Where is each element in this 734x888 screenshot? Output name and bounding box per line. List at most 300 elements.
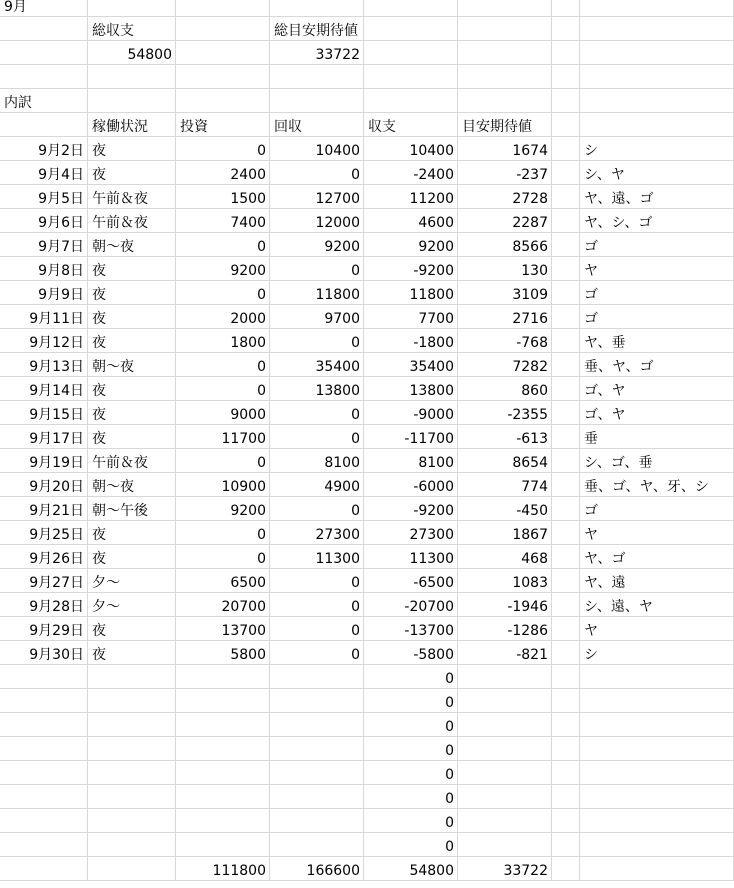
status-cell[interactable]: 夜 [88, 281, 176, 305]
empty-cell[interactable] [176, 833, 270, 857]
empty-cell[interactable] [552, 569, 580, 593]
invest-cell[interactable]: 13700 [176, 617, 270, 641]
note-cell[interactable]: シ [580, 137, 734, 161]
empty-cell[interactable] [176, 17, 270, 41]
balance-cell[interactable]: 0 [364, 665, 458, 689]
empty-cell[interactable] [552, 689, 580, 713]
collect-cell[interactable]: 13800 [270, 377, 364, 401]
invest-cell[interactable]: 0 [176, 353, 270, 377]
invest-cell[interactable]: 7400 [176, 209, 270, 233]
empty-cell[interactable] [176, 761, 270, 785]
empty-cell[interactable] [458, 737, 552, 761]
status-cell[interactable]: 夜 [88, 617, 176, 641]
summary-value-row [0, 41, 734, 65]
invest-cell[interactable]: 11700 [176, 425, 270, 449]
collect-cell[interactable]: 9200 [270, 233, 364, 257]
empty-cell[interactable] [552, 305, 580, 329]
collect-cell[interactable]: 27300 [270, 521, 364, 545]
balance-cell[interactable]: 0 [364, 809, 458, 833]
invest-cell[interactable]: 0 [176, 233, 270, 257]
empty-cell[interactable] [364, 0, 458, 17]
total-expected-label[interactable]: 総目安期待値 [270, 17, 364, 41]
expected-cell[interactable]: -1286 [458, 617, 552, 641]
total-expected-value[interactable]: 33722 [270, 41, 364, 65]
empty-cell[interactable] [270, 713, 364, 737]
note-cell[interactable]: ヤ、垂 [580, 329, 734, 353]
empty-cell[interactable] [364, 89, 458, 113]
balance-cell[interactable]: 0 [364, 785, 458, 809]
empty-cell[interactable] [364, 65, 458, 89]
date-cell[interactable]: 9月30日 [0, 641, 88, 665]
empty-cell[interactable] [552, 17, 580, 41]
empty-cell[interactable] [580, 713, 734, 737]
empty-cell[interactable] [0, 113, 88, 137]
note-cell[interactable]: ヤ、遠 [580, 569, 734, 593]
empty-cell[interactable] [552, 185, 580, 209]
status-cell[interactable]: 夜 [88, 305, 176, 329]
status-cell[interactable]: 夜 [88, 329, 176, 353]
invest-cell[interactable]: 9000 [176, 401, 270, 425]
empty-cell[interactable] [552, 89, 580, 113]
date-cell[interactable]: 9月12日 [0, 329, 88, 353]
empty-cell[interactable] [580, 689, 734, 713]
collect-cell[interactable]: 0 [270, 425, 364, 449]
empty-cell[interactable] [458, 665, 552, 689]
expected-cell[interactable]: 8654 [458, 449, 552, 473]
note-cell[interactable]: ゴ [580, 233, 734, 257]
note-cell[interactable]: ゴ、ヤ [580, 401, 734, 425]
collect-cell[interactable]: 4900 [270, 473, 364, 497]
status-cell[interactable]: 夜 [88, 161, 176, 185]
collect-cell[interactable]: 0 [270, 641, 364, 665]
invest-cell[interactable]: 0 [176, 521, 270, 545]
empty-cell[interactable] [0, 857, 88, 881]
balance-cell[interactable]: -20700 [364, 593, 458, 617]
table-row [0, 161, 734, 185]
empty-cell[interactable] [88, 785, 176, 809]
empty-cell[interactable] [176, 809, 270, 833]
empty-cell[interactable] [552, 233, 580, 257]
status-cell[interactable]: 朝～夜 [88, 233, 176, 257]
expected-cell[interactable]: 8566 [458, 233, 552, 257]
empty-cell[interactable] [270, 89, 364, 113]
invest-cell[interactable]: 1500 [176, 185, 270, 209]
collect-cell[interactable]: 12000 [270, 209, 364, 233]
invest-cell[interactable]: 10900 [176, 473, 270, 497]
empty-cell[interactable] [552, 161, 580, 185]
header-invest[interactable]: 投資 [176, 113, 270, 137]
date-cell[interactable]: 9月13日 [0, 353, 88, 377]
empty-cell[interactable] [580, 0, 734, 17]
empty-cell[interactable] [270, 65, 364, 89]
breakdown-label[interactable]: 内訳 [0, 89, 88, 113]
empty-cell[interactable] [0, 665, 88, 689]
empty-cell[interactable] [88, 689, 176, 713]
empty-cell[interactable] [176, 89, 270, 113]
empty-cell[interactable] [270, 833, 364, 857]
balance-cell[interactable]: 0 [364, 713, 458, 737]
empty-cell[interactable] [552, 0, 580, 17]
empty-cell[interactable] [458, 833, 552, 857]
expected-cell[interactable]: 860 [458, 377, 552, 401]
date-cell[interactable]: 9月28日 [0, 593, 88, 617]
expected-cell[interactable]: 774 [458, 473, 552, 497]
invest-cell[interactable]: 5800 [176, 641, 270, 665]
collect-cell[interactable]: 8100 [270, 449, 364, 473]
note-cell[interactable]: ゴ、ヤ [580, 377, 734, 401]
status-cell[interactable]: 夜 [88, 257, 176, 281]
expected-cell[interactable]: 1083 [458, 569, 552, 593]
empty-cell[interactable] [458, 41, 552, 65]
total-collect[interactable]: 166600 [270, 857, 364, 881]
empty-cell[interactable] [176, 785, 270, 809]
empty-cell[interactable] [580, 113, 734, 137]
balance-cell[interactable]: -2400 [364, 161, 458, 185]
date-cell[interactable]: 9月5日 [0, 185, 88, 209]
status-cell[interactable]: 朝～夜 [88, 353, 176, 377]
empty-cell[interactable] [270, 809, 364, 833]
status-cell[interactable]: 夕～ [88, 569, 176, 593]
empty-cell[interactable] [552, 41, 580, 65]
expected-cell[interactable]: -821 [458, 641, 552, 665]
invest-cell[interactable]: 0 [176, 377, 270, 401]
empty-cell[interactable] [176, 665, 270, 689]
expected-cell[interactable]: 3109 [458, 281, 552, 305]
collect-cell[interactable]: 35400 [270, 353, 364, 377]
empty-cell[interactable] [552, 545, 580, 569]
expected-cell[interactable]: -1946 [458, 593, 552, 617]
empty-cell[interactable] [552, 713, 580, 737]
balance-cell[interactable]: -5800 [364, 641, 458, 665]
status-cell[interactable]: 夜 [88, 521, 176, 545]
collect-cell[interactable]: 0 [270, 257, 364, 281]
balance-cell[interactable]: -9000 [364, 401, 458, 425]
note-cell[interactable]: ゴ [580, 305, 734, 329]
empty-cell[interactable] [0, 689, 88, 713]
balance-cell[interactable]: 4600 [364, 209, 458, 233]
balance-cell[interactable]: 13800 [364, 377, 458, 401]
empty-cell[interactable] [0, 713, 88, 737]
collect-cell[interactable]: 0 [270, 593, 364, 617]
date-cell[interactable]: 9月2日 [0, 137, 88, 161]
empty-cell[interactable] [88, 809, 176, 833]
balance-cell[interactable]: 7700 [364, 305, 458, 329]
balance-cell[interactable]: -9200 [364, 497, 458, 521]
date-cell[interactable]: 9月8日 [0, 257, 88, 281]
table-row [0, 233, 734, 257]
note-cell[interactable]: ヤ [580, 617, 734, 641]
empty-cell[interactable] [176, 0, 270, 17]
empty-cell[interactable] [580, 737, 734, 761]
balance-cell[interactable]: -9200 [364, 257, 458, 281]
collect-cell[interactable]: 0 [270, 401, 364, 425]
date-cell[interactable]: 9月25日 [0, 521, 88, 545]
date-cell[interactable]: 9月27日 [0, 569, 88, 593]
empty-cell[interactable] [552, 65, 580, 89]
empty-cell[interactable] [0, 833, 88, 857]
empty-cell[interactable] [458, 65, 552, 89]
date-cell[interactable]: 9月9日 [0, 281, 88, 305]
note-cell[interactable]: 垂 [580, 425, 734, 449]
balance-cell[interactable]: 11200 [364, 185, 458, 209]
empty-cell[interactable] [458, 761, 552, 785]
invest-cell[interactable]: 0 [176, 449, 270, 473]
empty-cell[interactable] [0, 809, 88, 833]
balance-cell[interactable]: 0 [364, 689, 458, 713]
total-invest[interactable]: 111800 [176, 857, 270, 881]
balance-cell[interactable]: 0 [364, 761, 458, 785]
empty-cell[interactable] [0, 41, 88, 65]
status-cell[interactable]: 夜 [88, 425, 176, 449]
date-cell[interactable]: 9月29日 [0, 617, 88, 641]
empty-cell[interactable] [0, 17, 88, 41]
empty-cell[interactable] [0, 65, 88, 89]
empty-cell[interactable] [552, 425, 580, 449]
total-balance[interactable]: 54800 [364, 857, 458, 881]
header-expected[interactable]: 目安期待値 [458, 113, 552, 137]
header-status[interactable]: 稼働状況 [88, 113, 176, 137]
expected-cell[interactable]: 468 [458, 545, 552, 569]
invest-cell[interactable]: 9200 [176, 257, 270, 281]
date-cell[interactable]: 9月21日 [0, 497, 88, 521]
invest-cell[interactable]: 0 [176, 281, 270, 305]
note-cell[interactable]: 垂、ヤ、ゴ [580, 353, 734, 377]
empty-cell[interactable] [88, 833, 176, 857]
note-cell[interactable]: ヤ、シ、ゴ [580, 209, 734, 233]
balance-cell[interactable]: -1800 [364, 329, 458, 353]
empty-cell[interactable] [0, 761, 88, 785]
collect-cell[interactable]: 0 [270, 617, 364, 641]
empty-cell[interactable] [88, 761, 176, 785]
collect-cell[interactable]: 9700 [270, 305, 364, 329]
expected-cell[interactable]: 2287 [458, 209, 552, 233]
empty-cell[interactable] [552, 257, 580, 281]
empty-cell[interactable] [580, 761, 734, 785]
empty-cell[interactable] [0, 737, 88, 761]
header-balance[interactable]: 収支 [364, 113, 458, 137]
balance-cell[interactable]: 9200 [364, 233, 458, 257]
header-collect[interactable]: 回収 [270, 113, 364, 137]
balance-cell[interactable]: 27300 [364, 521, 458, 545]
collect-cell[interactable]: 11300 [270, 545, 364, 569]
invest-cell[interactable]: 1800 [176, 329, 270, 353]
empty-cell[interactable] [176, 689, 270, 713]
expected-cell[interactable]: -2355 [458, 401, 552, 425]
empty-cell[interactable] [552, 329, 580, 353]
empty-cell[interactable] [552, 785, 580, 809]
empty-cell[interactable] [176, 713, 270, 737]
status-cell[interactable]: 夜 [88, 641, 176, 665]
date-cell[interactable]: 9月11日 [0, 305, 88, 329]
empty-cell[interactable] [552, 761, 580, 785]
month-label[interactable]: 9月 [0, 0, 88, 17]
expected-cell[interactable]: 1867 [458, 521, 552, 545]
empty-cell[interactable] [580, 65, 734, 89]
empty-cell[interactable] [88, 857, 176, 881]
collect-cell[interactable]: 12700 [270, 185, 364, 209]
empty-cell[interactable] [176, 41, 270, 65]
total-expected[interactable]: 33722 [458, 857, 552, 881]
empty-cell[interactable] [552, 641, 580, 665]
empty-cell[interactable] [552, 665, 580, 689]
status-cell[interactable]: 夜 [88, 545, 176, 569]
invest-cell[interactable]: 2400 [176, 161, 270, 185]
empty-cell[interactable] [88, 89, 176, 113]
note-cell[interactable]: 垂、ゴ、ヤ、牙、シ [580, 473, 734, 497]
balance-cell[interactable]: 11300 [364, 545, 458, 569]
note-cell[interactable]: ゴ [580, 281, 734, 305]
note-cell[interactable]: ヤ、遠、ゴ [580, 185, 734, 209]
empty-cell[interactable] [364, 17, 458, 41]
empty-cell[interactable] [552, 737, 580, 761]
note-cell[interactable]: ヤ [580, 521, 734, 545]
collect-cell[interactable]: 0 [270, 497, 364, 521]
status-cell[interactable]: 朝～午後 [88, 497, 176, 521]
summary-label-row [0, 17, 734, 41]
status-cell[interactable]: 午前＆夜 [88, 209, 176, 233]
expected-cell[interactable]: -450 [458, 497, 552, 521]
empty-cell[interactable] [458, 89, 552, 113]
note-cell[interactable]: シ、ゴ、垂 [580, 449, 734, 473]
date-cell[interactable]: 9月15日 [0, 401, 88, 425]
note-cell[interactable]: ゴ [580, 497, 734, 521]
expected-cell[interactable]: 7282 [458, 353, 552, 377]
expected-cell[interactable]: 1674 [458, 137, 552, 161]
balance-cell[interactable]: -13700 [364, 617, 458, 641]
empty-cell[interactable] [270, 761, 364, 785]
empty-cell[interactable] [88, 713, 176, 737]
empty-cell[interactable] [552, 521, 580, 545]
empty-cell[interactable] [552, 113, 580, 137]
empty-cell[interactable] [580, 833, 734, 857]
status-cell[interactable]: 夕～ [88, 593, 176, 617]
empty-cell[interactable] [88, 65, 176, 89]
balance-cell[interactable]: 8100 [364, 449, 458, 473]
empty-cell[interactable] [270, 737, 364, 761]
expected-cell[interactable]: 2728 [458, 185, 552, 209]
empty-cell[interactable] [552, 353, 580, 377]
empty-cell[interactable] [552, 833, 580, 857]
collect-cell[interactable]: 0 [270, 329, 364, 353]
empty-cell[interactable] [552, 617, 580, 641]
note-cell[interactable]: シ、ヤ [580, 161, 734, 185]
status-cell[interactable]: 夜 [88, 137, 176, 161]
total-balance-value[interactable]: 54800 [88, 41, 176, 65]
expected-cell[interactable]: -237 [458, 161, 552, 185]
empty-cell[interactable] [552, 377, 580, 401]
empty-cell[interactable] [270, 0, 364, 17]
note-cell[interactable]: ヤ、ゴ [580, 545, 734, 569]
expected-cell[interactable]: 2716 [458, 305, 552, 329]
date-cell[interactable]: 9月19日 [0, 449, 88, 473]
empty-cell[interactable] [176, 737, 270, 761]
note-cell[interactable]: シ、遠、ヤ [580, 593, 734, 617]
status-cell[interactable]: 午前＆夜 [88, 449, 176, 473]
empty-cell[interactable] [580, 785, 734, 809]
balance-cell[interactable]: -11700 [364, 425, 458, 449]
collect-cell[interactable]: 0 [270, 161, 364, 185]
collect-cell[interactable]: 10400 [270, 137, 364, 161]
invest-cell[interactable]: 2000 [176, 305, 270, 329]
balance-cell[interactable]: 35400 [364, 353, 458, 377]
balance-cell[interactable]: 10400 [364, 137, 458, 161]
empty-cell[interactable] [458, 689, 552, 713]
empty-cell[interactable] [552, 449, 580, 473]
empty-cell[interactable] [552, 401, 580, 425]
expected-cell[interactable]: -613 [458, 425, 552, 449]
empty-cell[interactable] [580, 41, 734, 65]
empty-cell[interactable] [0, 785, 88, 809]
invest-cell[interactable]: 0 [176, 137, 270, 161]
status-cell[interactable]: 夜 [88, 377, 176, 401]
empty-cell[interactable] [580, 17, 734, 41]
balance-cell[interactable]: 0 [364, 833, 458, 857]
date-cell[interactable]: 9月4日 [0, 161, 88, 185]
note-cell[interactable]: シ [580, 641, 734, 665]
empty-cell[interactable] [458, 0, 552, 17]
empty-cell[interactable] [552, 209, 580, 233]
date-cell[interactable]: 9月14日 [0, 377, 88, 401]
balance-cell[interactable]: -6500 [364, 569, 458, 593]
collect-cell[interactable]: 0 [270, 569, 364, 593]
invest-cell[interactable]: 0 [176, 545, 270, 569]
empty-cell[interactable] [580, 857, 734, 881]
empty-cell[interactable] [364, 41, 458, 65]
empty-cell[interactable] [552, 809, 580, 833]
expected-cell[interactable]: 130 [458, 257, 552, 281]
date-cell[interactable]: 9月20日 [0, 473, 88, 497]
collect-cell[interactable]: 11800 [270, 281, 364, 305]
invest-cell[interactable]: 6500 [176, 569, 270, 593]
balance-cell[interactable]: 11800 [364, 281, 458, 305]
invest-cell[interactable]: 20700 [176, 593, 270, 617]
date-cell[interactable]: 9月26日 [0, 545, 88, 569]
empty-cell[interactable] [88, 665, 176, 689]
status-cell[interactable]: 朝～夜 [88, 473, 176, 497]
date-cell[interactable]: 9月7日 [0, 233, 88, 257]
date-cell[interactable]: 9月6日 [0, 209, 88, 233]
empty-cell[interactable] [88, 737, 176, 761]
empty-cell[interactable] [580, 809, 734, 833]
date-cell[interactable]: 9月17日 [0, 425, 88, 449]
expected-cell[interactable]: -768 [458, 329, 552, 353]
empty-cell[interactable] [580, 665, 734, 689]
empty-cell[interactable] [580, 89, 734, 113]
note-cell[interactable]: ヤ [580, 257, 734, 281]
empty-cell[interactable] [88, 0, 176, 17]
empty-cell[interactable] [458, 809, 552, 833]
empty-cell[interactable] [552, 473, 580, 497]
empty-cell[interactable] [552, 281, 580, 305]
balance-cell[interactable]: 0 [364, 737, 458, 761]
total-balance-label[interactable]: 総収支 [88, 17, 176, 41]
empty-cell[interactable] [552, 593, 580, 617]
empty-cell[interactable] [458, 713, 552, 737]
status-cell[interactable]: 夜 [88, 401, 176, 425]
empty-cell[interactable] [270, 785, 364, 809]
empty-cell[interactable] [270, 689, 364, 713]
empty-cell[interactable] [458, 17, 552, 41]
empty-cell[interactable] [552, 497, 580, 521]
empty-cell[interactable] [458, 785, 552, 809]
invest-cell[interactable]: 9200 [176, 497, 270, 521]
empty-cell[interactable] [552, 137, 580, 161]
status-cell[interactable]: 午前＆夜 [88, 185, 176, 209]
balance-cell[interactable]: -6000 [364, 473, 458, 497]
empty-cell[interactable] [176, 65, 270, 89]
empty-cell[interactable] [552, 857, 580, 881]
empty-cell[interactable] [270, 665, 364, 689]
